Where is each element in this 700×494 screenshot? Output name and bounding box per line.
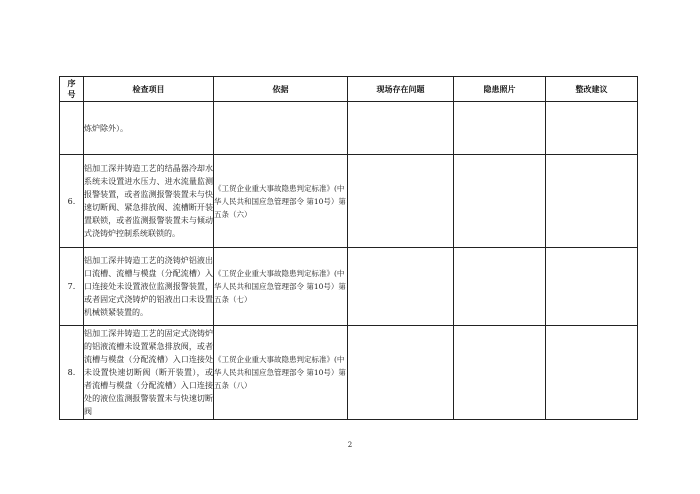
advice-cell (546, 326, 638, 420)
inspection-table (59, 76, 638, 420)
row-number: 7. (60, 248, 84, 326)
table-row (60, 248, 638, 326)
row-number: 8. (60, 326, 84, 420)
issue-cell (348, 248, 454, 326)
check-item: 铝加工深井铸造工艺的固定式浇铸炉的铝液流槽未设置紧急排放阀，或者流槽与模盘（分配流槽）入口连接处未设置快速切断阀（断开装置），或者流槽与模盘（分配流槽）入口连接处的液位监测报警装置未与快速切断阀 (84, 326, 214, 420)
check-item: 炼炉除外）。 (84, 102, 214, 155)
issue-cell (348, 102, 454, 155)
table-row (60, 155, 638, 248)
check-item: 铝加工深井铸造工艺的结晶器冷却水系统未设置进水压力、进水流量监测报警装置，或者监测报警装置未与快速切断阀、紧急排放阀、流槽断开装置联锁，或者监测报警装置未与倾动式浇铸炉控制系统联锁的。 (84, 155, 214, 248)
basis-cell: 《工贸企业重大事故隐患判定标准》(中华人民共和国应急管理部令 第10号）第五条（六） (214, 155, 348, 248)
table-header-row (60, 77, 638, 102)
table-row (60, 102, 638, 155)
basis-cell: 《工贸企业重大事故隐患判定标准》(中华人民共和国应急管理部令 第10号）第五条（八） (214, 326, 348, 420)
photo-cell (454, 155, 546, 248)
header-basis: 依据 (214, 77, 348, 102)
row-number (60, 102, 84, 155)
table-row (60, 326, 638, 420)
advice-cell (546, 102, 638, 155)
header-no: 序 号 (60, 77, 84, 102)
basis-cell (214, 102, 348, 155)
issue-cell (348, 326, 454, 420)
page-number: 2 (347, 441, 353, 449)
header-advice: 整改建议 (546, 77, 638, 102)
check-item: 铝加工深井铸造工艺的浇铸炉铝液出口流槽、流槽与模盘（分配流槽）入口连接处未设置液位监测报警装置，或者固定式浇铸炉的铝液出口未设置机械锁紧装置的。 (84, 248, 214, 326)
header-issue: 现场存在问题 (348, 77, 454, 102)
issue-cell (348, 155, 454, 248)
header-photo: 隐患照片 (454, 77, 546, 102)
photo-cell (454, 248, 546, 326)
photo-cell (454, 326, 546, 420)
photo-cell (454, 102, 546, 155)
basis-cell: 《工贸企业重大事故隐患判定标准》(中华人民共和国应急管理部令 第10号）第五条（七） (214, 248, 348, 326)
row-number: 6. (60, 155, 84, 248)
advice-cell (546, 155, 638, 248)
advice-cell (546, 248, 638, 326)
header-item: 检查项目 (84, 77, 214, 102)
